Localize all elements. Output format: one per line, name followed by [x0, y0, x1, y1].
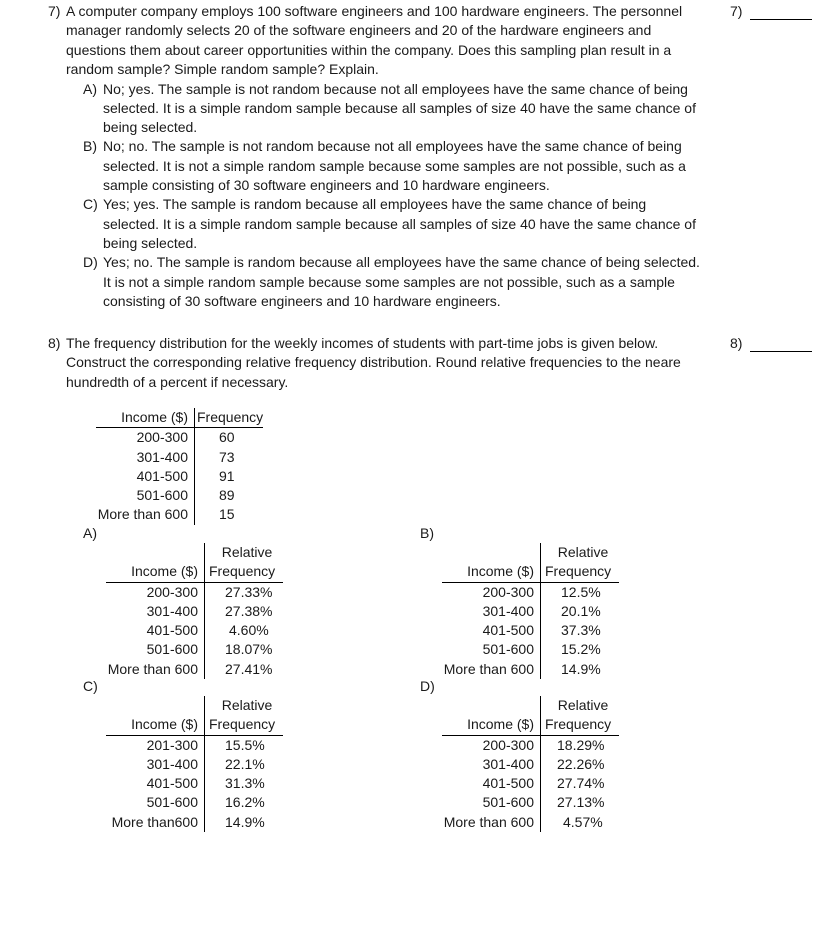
table-row: 401-500 91: [96, 467, 263, 486]
table-row: 401-500 27.74%: [442, 774, 619, 793]
q7-option-c-line: Yes; yes. The sample is random because all employees have the same chance of being: [103, 196, 647, 213]
header-relative: Relative: [557, 697, 609, 713]
q7-option-a-line: being selected.: [103, 119, 198, 136]
table-row: 501-600 16.2%: [106, 793, 283, 812]
q7-option-d-line: Yes; no. The sample is random because all employees have the same chance of being selected.: [103, 254, 700, 271]
table-row: 201-300 15.5%: [106, 735, 283, 755]
table-row: 200-300 12.5%: [442, 582, 619, 602]
q7-option-b-line: selected. It is not a simple random sample because some samples are not possible, such as a: [103, 157, 686, 174]
header-relative: Relative: [557, 544, 609, 560]
q7-stem-line-2: manager randomly selects 20 of the software engineers and 20 of the hardware engineers and: [66, 22, 652, 39]
table-row: 501-600 18.07%: [106, 640, 283, 659]
header-frequency: Frequency: [205, 715, 284, 735]
header-frequency: Frequency: [541, 562, 620, 582]
header-income: Income ($): [442, 715, 541, 735]
q8-stem-line-3: hundredth of a percent if necessary.: [66, 373, 289, 390]
table-row: 301-400 22.26%: [442, 755, 619, 774]
q7-answer-number: 7): [730, 3, 743, 19]
q8-answer-blank[interactable]: [750, 351, 812, 352]
q8-option-c-label[interactable]: C): [83, 678, 98, 694]
q7-number: 7): [48, 3, 61, 19]
given-frequency-table: [96, 408, 263, 525]
q7-answer-blank[interactable]: [750, 19, 812, 20]
table-row: 301-400 27.38%: [106, 602, 283, 621]
option-c-table: [106, 696, 283, 832]
q7-option-b-label[interactable]: B): [83, 138, 97, 155]
q7-option-c-line: selected. It is a simple random sample because all samples of size 40 have the same chance of: [103, 215, 696, 232]
q7-option-d-line: It is not a simple random sample because some samples are not possible, such as a sample: [103, 273, 675, 290]
table-row: More than 600 14.9%: [442, 660, 619, 679]
table-row: 401-500 4.60%: [106, 621, 283, 640]
option-a-table: [106, 543, 283, 679]
header-relative: Relative: [221, 697, 273, 713]
q7-stem-line-1: A computer company employs 100 software engineers and 100 hardware engineers. The personnel: [66, 3, 683, 19]
q8-option-a-label[interactable]: A): [83, 525, 97, 541]
q8-number: 8): [48, 335, 61, 351]
option-d-table: [442, 696, 619, 832]
table-row: More than 600 15: [96, 505, 263, 524]
header-frequency: Frequency: [195, 408, 264, 428]
option-b-table: [442, 543, 619, 679]
q7-option-c-label[interactable]: C): [83, 196, 98, 213]
q8-stem-line-1: The frequency distribution for the weekly incomes of students with part-time jobs is given below.: [66, 335, 659, 351]
header-income: Income ($): [96, 408, 195, 428]
table-row: 200-300 18.29%: [442, 735, 619, 755]
header-relative: Relative: [221, 544, 273, 560]
q7-option-a-line: selected. It is a simple random sample because all samples of size 40 have the same chance of: [103, 99, 696, 116]
table-row: 301-400 22.1%: [106, 755, 283, 774]
header-frequency: Frequency: [205, 562, 284, 582]
table-row: 301-400 20.1%: [442, 602, 619, 621]
table-row: 501-600 89: [96, 486, 263, 505]
table-row: 501-600 15.2%: [442, 640, 619, 659]
table-row: 301-400 73: [96, 448, 263, 467]
q7-option-a-line: No; yes. The sample is not random because not all employees have the same chance of being: [103, 80, 688, 97]
q7-stem-line-4: random sample? Simple random sample? Explain.: [66, 60, 379, 77]
header-income: Income ($): [106, 715, 205, 735]
q8-stem-line-2: Construct the corresponding relative frequency distribution. Round relative frequencies to the neare: [66, 354, 681, 371]
table-row: 401-500 31.3%: [106, 774, 283, 793]
q8-answer-number: 8): [730, 335, 743, 351]
table-row: More than600 14.9%: [106, 813, 283, 832]
q7-stem-line-3: questions them about career opportunities within the company. Does this sampling plan result in a: [66, 41, 672, 58]
header-income: Income ($): [442, 562, 541, 582]
q7-option-b-line: No; no. The sample is not random because not all employees have the same chance of being: [103, 138, 682, 155]
q7-option-c-line: being selected.: [103, 234, 198, 251]
q7-option-d-label[interactable]: D): [83, 254, 98, 271]
header-income: Income ($): [106, 562, 205, 582]
q7-option-b-line: sample consisting of 30 software engineers and 10 hardware engineers.: [103, 177, 550, 193]
table-row: More than 600 4.57%: [442, 813, 619, 832]
table-row: 501-600 27.13%: [442, 793, 619, 812]
q8-option-d-label[interactable]: D): [420, 678, 435, 694]
q7-option-d-line: consisting of 30 software engineers and 10 hardware engineers.: [103, 292, 501, 309]
q7-option-a-label[interactable]: A): [83, 80, 97, 97]
table-row: 200-300 27.33%: [106, 582, 283, 602]
table-row: 200-300 60: [96, 428, 263, 448]
header-frequency: Frequency: [541, 715, 620, 735]
table-row: 401-500 37.3%: [442, 621, 619, 640]
q8-option-b-label[interactable]: B): [420, 525, 434, 541]
table-row: More than 600 27.41%: [106, 660, 283, 679]
